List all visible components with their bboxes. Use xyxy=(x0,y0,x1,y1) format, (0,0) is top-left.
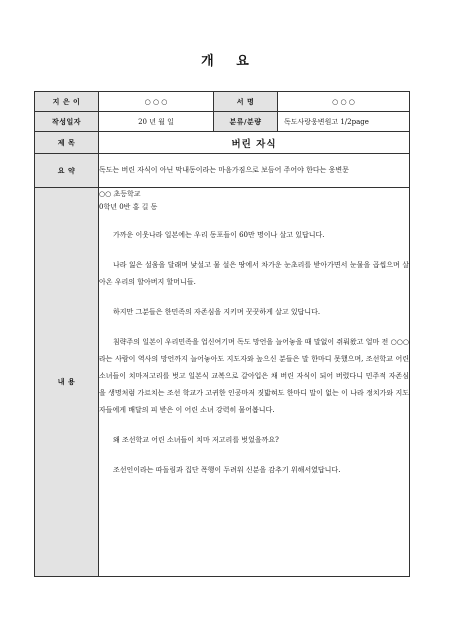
paragraph: 조선인이라는 따돌림과 집단 폭행이 두려워 신분을 감추기 위해서였답니다. xyxy=(113,466,341,474)
author-value: ○ ○ ○ xyxy=(99,92,214,112)
author-label: 지 은 이 xyxy=(35,92,99,112)
paragraph: 하지만 그분들은 한민족의 자존심을 지키며 꿋꿋하게 살고 있답니다. xyxy=(113,308,321,316)
content-body xyxy=(99,188,410,577)
summary-value: 독도는 버린 자식이 아닌 막내동이라는 마음가짐으로 보듬어 주어야 한다는 웅변문 xyxy=(99,154,410,188)
paragraph: 침략주의 일본이 우리민족을 업신여기며 독도 망언을 늘어놓을 때 말없이 쥐뤄왔고 얼마 전 ○○○라는 사람이 역사의 망언까지 늘어놓아도 지도자와 높으신 분들은 말 한마디 못했으며, 조선학교 어린 소녀들이 치마저고리를 벗고 일본식 교복으로 갈아입은 채 버린 자식이 되어 버렸다니 민주적 자존심을 생명처럼 가르치는 조선 학교가 고귀한 인공마저 짓밟혀도 한마디 말이 없는 이 나라 정치가와 지도자들에게 배달의 피 받은 이 어린 소녀 강력히 물어봅니다. xyxy=(99,338,409,414)
subject-row xyxy=(35,132,410,154)
date-row xyxy=(35,112,410,132)
date-label: 작성일자 xyxy=(35,112,99,132)
summary-row xyxy=(35,154,410,188)
class-line: 0학년 0반 홍 길 동 xyxy=(99,203,158,211)
author-row xyxy=(35,92,410,112)
overview-form xyxy=(34,91,410,577)
signature-label: 서 명 xyxy=(214,92,278,112)
date-value: 20 년 월 일 xyxy=(99,112,214,132)
subject-value: 버린 자식 xyxy=(99,132,410,154)
signature-value: ○ ○ ○ xyxy=(278,92,410,112)
content-row xyxy=(35,188,410,577)
paragraph: 가까운 이웃나라 일본에는 우리 동포들이 60만 명이나 살고 있답니다. xyxy=(113,231,325,239)
content-label: 내 용 xyxy=(35,188,99,577)
school-line: ○○ 초등학교 xyxy=(99,190,141,198)
page-title: 개 요 xyxy=(201,54,249,69)
paragraph: 왜 조선학교 어린 소녀들이 치마 저고리를 벗었을까요? xyxy=(113,436,279,444)
subject-label: 제 목 xyxy=(35,132,99,154)
paragraph: 나라 잃은 설움을 달래며 낯설고 물 설은 땅에서 차가운 눈초리를 받아가면서 눈물을 곱씹으며 살아온 우리의 할아버지 할머니들. xyxy=(99,261,409,286)
category-label: 분류/분량 xyxy=(214,112,278,132)
summary-label: 요 약 xyxy=(35,154,99,188)
category-value: 독도사랑웅변원고 1/2page xyxy=(278,112,410,132)
